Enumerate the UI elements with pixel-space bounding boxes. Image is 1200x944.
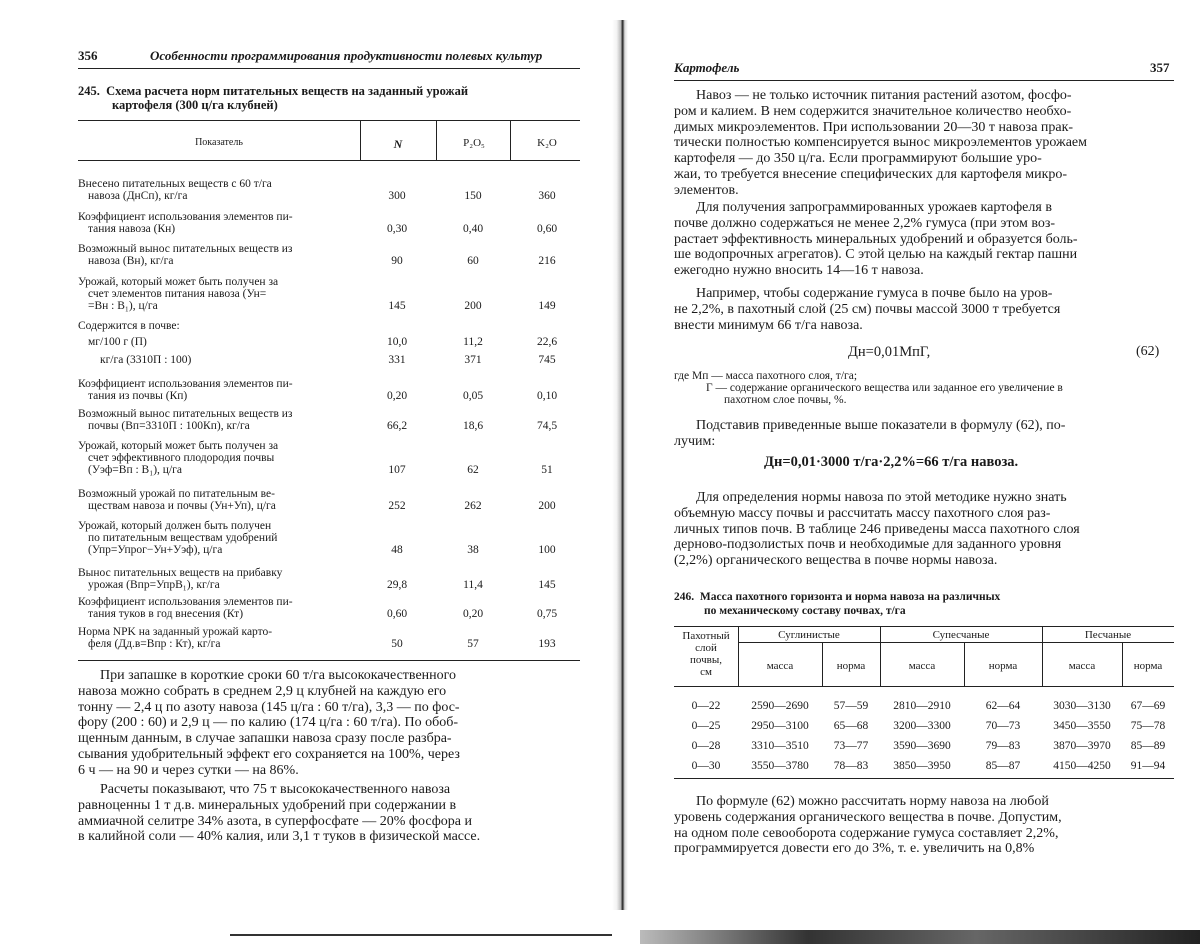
- table-245-row-label-line: счет элементов питания навоза (Ун=: [88, 288, 267, 300]
- text-line: внести минимум 66 т/га навоза.: [674, 317, 863, 333]
- table-245-cell-n: 0,20: [386, 390, 408, 402]
- right-paragraph-2: [674, 200, 1174, 279]
- text-line: личных типов почв. В таблице 246 приведены масса пахотного слоя: [674, 521, 1080, 537]
- table-245-cell-p: 150: [464, 190, 482, 202]
- text-line: программируется довести его до 3%, т. е. увеличить на 0,8%: [674, 841, 1035, 857]
- table-245-row-label-line: Возможный вынос питательных веществ из: [78, 408, 293, 420]
- table-245-row-label: [78, 626, 360, 650]
- table-245-cell-n: 331: [388, 354, 406, 366]
- table-245-row-label-line: Содержится в почве:: [78, 320, 180, 332]
- text-line: равноценны 1 т д.в. минеральных удобрений при содержании в: [78, 797, 457, 813]
- table-246-sub-norm-1: норма: [836, 660, 866, 672]
- table-245-cell-p: 0,40: [462, 223, 484, 235]
- table-246-cell: 73—77: [833, 740, 869, 752]
- table-245-row-label-line: мг/100 г (П): [88, 336, 147, 348]
- table-245-cell-n: 0,30: [386, 223, 408, 235]
- table-245-cell-p: 371: [464, 354, 482, 366]
- text-line: Для получения запрограммированных урожаев картофеля в: [696, 200, 1052, 215]
- text-line: По формуле (62) можно рассчитать норму навоза на любой: [696, 794, 1049, 809]
- table-246-sub-norm-2: норма: [988, 660, 1018, 672]
- text-line: Например, чтобы содержание гумуса в почве было на уров-: [696, 286, 1053, 301]
- text-line: растает эффективность минеральных удобрений и образуется боль-: [674, 231, 1078, 247]
- text-line: картофеля — до 350 ц/га. Если программируют большие уро-: [674, 151, 1042, 167]
- table-245-cell-k: 0,60: [536, 223, 558, 235]
- table-246-cell: 0—25: [691, 720, 721, 732]
- table-245-row-label-line: (Уэф=Вп : В₁), ц/га: [88, 464, 182, 476]
- table-245-cell-n: 0,60: [386, 608, 408, 620]
- table-245-row-label-line: Коэффициент использования элементов пи-: [78, 596, 293, 608]
- formula-where-2: Г — содержание органического вещества или заданное его увеличение в: [706, 382, 1063, 394]
- table-245-row-label-line: Возможный вынос питательных веществ из: [78, 243, 293, 255]
- text-line: димых микроэлементов. При использовании 20—30 т навоза прак-: [674, 119, 1074, 135]
- table-245-header-rule: [78, 160, 580, 161]
- table-245-row-label-line: Коэффициент использования элементов пи-: [78, 378, 293, 390]
- text-line: объемную массу почвы и рассчитать массу пахотного слоя раз-: [674, 505, 1051, 521]
- table-245-cell-p: 57: [467, 638, 479, 650]
- table-245-cell-n: 90: [391, 255, 403, 267]
- left-paragraph-1: [78, 668, 580, 779]
- table-245-cell-p: 60: [467, 255, 479, 267]
- table-245-row-label-line: Коэффициент использования элементов пи-: [78, 211, 293, 223]
- table-245-cell-k: 200: [538, 500, 556, 512]
- table-246-bottom-rule: [674, 778, 1174, 779]
- table-246-header-rule: [674, 686, 1174, 687]
- table-246-cell: 3030—3130: [1053, 700, 1111, 712]
- table-246-cell: 3590—3690: [893, 740, 951, 752]
- table-245-header-k2o: K₂O: [537, 137, 557, 149]
- table-245-row-label-line: навоза (Вн), кг/га: [88, 255, 174, 267]
- text-line: аммиачной селитре 34% азота, в суперфосфате — 20% фосфора и: [78, 813, 472, 829]
- table-245-row-label: [78, 440, 360, 476]
- table-245-row-label-line: Урожай, который может быть получен за: [78, 440, 279, 452]
- table-245-header-p2o5: P₂O₅: [463, 137, 485, 149]
- text-line: элементов.: [674, 182, 739, 198]
- table-245-row-label: [78, 378, 360, 402]
- right-page: [628, 0, 1200, 944]
- table-245-cell-p: 0,20: [462, 608, 484, 620]
- table-246-cell: 3310—3510: [751, 740, 809, 752]
- text-line: тически полностью компенсируется вынос микроэлементов урожаем: [674, 135, 1087, 151]
- table-245-cell-n: 107: [388, 464, 406, 476]
- table-246-cell: 85—89: [1130, 740, 1166, 752]
- table-245-vrule-2: [436, 120, 437, 160]
- table-245-cell-k: 360: [538, 190, 556, 202]
- text-line: ром и калием. В нем содержится значительное количество необхо-: [674, 103, 1072, 119]
- table-246-caption: 246. Масса пахотного горизонта и норма навоза на различных по механическому составу почвах, т/га: [674, 591, 1001, 617]
- table-245-cell-n: 300: [388, 190, 406, 202]
- table-245-row-label-line: урожая (Впр=УпрВ₁), кг/га: [88, 579, 220, 591]
- table-245-row-label-line: тания туков в год внесения (Кт): [88, 608, 244, 620]
- table-245-cell-n: 48: [391, 544, 403, 556]
- text-line: навоза можно собрать в среднем 2,9 ц клубней на каждую его: [78, 683, 447, 699]
- table-245-cell-k: 0,10: [536, 390, 558, 402]
- page-number-left: 356: [78, 48, 98, 63]
- table-245-row-label-line: Вынос питательных веществ на прибавку: [78, 567, 283, 579]
- header-rule-right: [674, 80, 1174, 81]
- table-246-cell: 70—73: [985, 720, 1021, 732]
- table-245-row-label: [78, 336, 360, 348]
- table-245-cell-n: 252: [388, 500, 406, 512]
- table-245-cell-k: 51: [541, 464, 553, 476]
- table-245-row-label-line: феля (Дд.в=Впр : Кт), кг/га: [88, 638, 221, 650]
- scan-edge-left: [230, 934, 612, 936]
- table-246-cell: 0—22: [691, 700, 721, 712]
- table-245-row-label: [78, 178, 360, 202]
- table-245-row-label-line: Норма NPK на заданный урожай карто-: [78, 626, 273, 638]
- table-245-cell-k: 745: [538, 354, 556, 366]
- table-245-bottom-rule: [78, 660, 580, 661]
- table-246-cell: 91—94: [1130, 760, 1166, 772]
- table-245-row-label: [78, 276, 360, 312]
- table-245-header-indicator: Показатель: [195, 137, 243, 148]
- table-245-row-label: [78, 243, 360, 267]
- text-line: ше водопрочных агрегатов). С этой целью на каждый гектар пашни: [674, 247, 1078, 263]
- text-line: лучим:: [674, 433, 716, 449]
- table-246-cell: 2590—2690: [751, 700, 809, 712]
- table-245-cell-p: 11,4: [463, 579, 483, 591]
- table-246-cell: 0—30: [691, 760, 721, 772]
- table-246-top-rule: [674, 626, 1174, 627]
- text-line: дерново-подзолистых почв и необходимые для заданного уровня: [674, 537, 1062, 553]
- book-gutter: [612, 20, 628, 910]
- formula-62-number: (62): [1136, 344, 1160, 359]
- table-245-row-label-line: ществам навоза и почвы (Ун+Уп), ц/га: [88, 500, 276, 512]
- table-245-row-label-line: (Упр=Упрог−Ун+Уэф), ц/га: [88, 544, 223, 556]
- text-line: щенным данным, в случае запашки навоза сразу после разбра-: [78, 731, 452, 747]
- formula-substituted: Дн=0,01·3000 т/га·2,2%=66 т/га навоза.: [764, 454, 1019, 470]
- table-245-row-label-line: счет эффективного плодородия почвы: [88, 452, 275, 464]
- running-head-left: Особенности программирования продуктивности полевых культур: [150, 48, 543, 63]
- table-245-row-label-line: навоза (ДнСп), кг/га: [88, 190, 188, 202]
- text-line: не 2,2%, в пахотный слой (25 см) почвы массой 3000 т требуется: [674, 301, 1061, 317]
- table-245-cell-k: 149: [538, 300, 556, 312]
- text-line: При запашке в короткие сроки 60 т/га высококачественного: [100, 668, 457, 683]
- table-245-cell-p: 0,05: [462, 390, 484, 402]
- right-paragraph-5: [674, 490, 1174, 569]
- running-head-right: Картофель: [674, 60, 740, 75]
- text-line: жаи, то требуется внесение специфических для картофеля микро-: [674, 166, 1068, 182]
- table-246-group-rule: [738, 642, 1174, 643]
- table-245-cell-n: 145: [388, 300, 406, 312]
- table-246-sub-norm-3: норма: [1133, 660, 1163, 672]
- text-line: сывания удобрительный эффект его сохраняется на 100%, через: [78, 746, 460, 762]
- table-245-cell-k: 216: [538, 255, 556, 267]
- table-245-row-label-line: тания из почвы (Кп): [88, 390, 188, 402]
- right-paragraph-4: [674, 418, 1174, 450]
- table-246-cell: 65—68: [833, 720, 869, 732]
- header-rule-left: [78, 68, 580, 69]
- table-246-cell: 3450—3550: [1053, 720, 1111, 732]
- table-246-cell: 62—64: [985, 700, 1021, 712]
- table-245-cell-n: 29,8: [386, 579, 408, 591]
- text-line: Для определения нормы навоза по этой методике нужно знать: [696, 490, 1067, 505]
- table-245-vrule-1: [360, 120, 361, 160]
- table-246-cell: 3870—3970: [1053, 740, 1111, 752]
- table-245-row-label-line: кг/га (3310П : 100): [100, 354, 192, 366]
- table-245-cell-p: 18,6: [462, 420, 484, 432]
- formula-where-1: где Мп — масса пахотного слоя, т/га;: [674, 370, 858, 382]
- table-245-row-label: [78, 520, 360, 556]
- table-245-row-label-line: Внесено питательных веществ с 60 т/га: [78, 178, 272, 190]
- table-246-cell: 57—59: [833, 700, 869, 712]
- table-246-cell: 75—78: [1130, 720, 1166, 732]
- table-245-cell-n: 66,2: [386, 420, 408, 432]
- text-line: тонну — 2,4 ц по азоту навоза (145 ц/га : 60 т/га), 3,3 — по фос-: [78, 699, 460, 715]
- table-246-cell: 3550—3780: [751, 760, 809, 772]
- table-246-group-sandy-loam: Супесчаные: [932, 629, 990, 641]
- text-line: Подставив приведенные выше показатели в формулу (62), по-: [696, 418, 1066, 433]
- table-245-row-label-line: Урожай, который должен быть получен: [78, 520, 272, 532]
- table-246-group-loam: Суглинистые: [778, 629, 840, 641]
- text-line: фору (200 : 60) и 2,9 ц — по калию (174 ц/га : 60 т/га). По обоб-: [78, 715, 458, 731]
- table-246-cell: 78—83: [833, 760, 869, 772]
- table-245-top-rule: [78, 120, 580, 121]
- table-245-row-label: [78, 354, 360, 366]
- table-245-row-label: [78, 408, 360, 432]
- table-245-cell-n: 50: [391, 638, 403, 650]
- text-line: 6 ч — на 90 и через сутки — на 86%.: [78, 762, 299, 778]
- table-246-group-sand: Песчаные: [1084, 629, 1132, 641]
- table-245-cell-k: 74,5: [536, 420, 558, 432]
- table-245-row-label-line: Урожай, который может быть получен за: [78, 276, 279, 288]
- table-245-row-label-line: Возможный урожай по питательным ве-: [78, 488, 275, 500]
- table-245-row-label-line: почвы (Вп=3310П : 100Кп), кг/га: [88, 420, 250, 432]
- table-246-cell: 79—83: [985, 740, 1021, 752]
- right-paragraph-6: [674, 794, 1174, 857]
- text-line: (2,2%) органического вещества в почве нормы навоза.: [674, 553, 998, 569]
- text-line: в калийной соли — 40% калия, или 3,1 т туков в физической массе.: [78, 829, 481, 845]
- table-245-cell-n: 10,0: [386, 336, 408, 348]
- table-245-row-label-line: тания навоза (Кн): [88, 223, 176, 235]
- table-245-vrule-3: [510, 120, 511, 160]
- table-245-row-label: [78, 488, 360, 512]
- table-245-cell-p: 200: [464, 300, 482, 312]
- table-245-cell-k: 0,75: [536, 608, 558, 620]
- page-number-right: 357: [1150, 60, 1170, 75]
- table-246-cell: 2950—3100: [751, 720, 809, 732]
- table-245-cell-p: 11,2: [463, 336, 483, 348]
- text-line: Навоз — не только источник питания растений азотом, фосфо-: [696, 88, 1072, 103]
- formula-62: Дн=0,01МпГ,: [848, 344, 931, 360]
- text-line: ежегодно нужно вносить 14—16 т навоза.: [674, 263, 924, 279]
- table-245-caption: 245. Схема расчета норм питательных веществ на заданный урожай картофеля (300 ц/га клубней): [78, 84, 469, 112]
- right-paragraph-3: [674, 286, 1174, 333]
- table-246-cell: 3200—3300: [893, 720, 951, 732]
- scan-edge-right: [640, 930, 1200, 944]
- text-line: почве должно содержаться не менее 2,2% гумуса (при этом воз-: [674, 215, 1056, 231]
- table-245-cell-k: 145: [538, 579, 556, 591]
- table-245-row-label: [78, 567, 360, 591]
- table-245-cell-p: 62: [467, 464, 479, 476]
- table-245-row-label: [78, 596, 360, 620]
- table-245-row-label-line: =Вн : В₁), ц/га: [88, 300, 158, 312]
- table-246-sub-mass-3: масса: [1068, 660, 1096, 672]
- table-246-sub-mass-2: масса: [908, 660, 936, 672]
- table-246-cell: 4150—4250: [1053, 760, 1111, 772]
- right-paragraph-1: [674, 88, 1174, 199]
- table-245-row-label-line: по питательным веществам удобрений: [88, 532, 278, 544]
- table-246-layer-header: Пахотный слой почвы, см: [682, 630, 730, 678]
- table-245-header-n: N: [393, 137, 403, 151]
- table-245-cell-p: 38: [467, 544, 479, 556]
- table-246-cell: 2810—2910: [893, 700, 951, 712]
- formula-where-3: пахотном слое почвы, %.: [724, 394, 847, 406]
- table-245-cell-p: 262: [464, 500, 482, 512]
- table-245-cell-k: 193: [538, 638, 556, 650]
- table-245-cell-k: 22,6: [536, 336, 558, 348]
- table-246-cell: 85—87: [985, 760, 1021, 772]
- table-245-row-label: [78, 211, 360, 235]
- table-245-cell-k: 100: [538, 544, 556, 556]
- text-line: на одном поле севооборота содержание гумуса составляет 2,2%,: [674, 825, 1059, 841]
- table-246-sub-mass-1: масса: [766, 660, 794, 672]
- table-245-row-label: [78, 320, 360, 332]
- left-paragraph-2: [78, 782, 580, 845]
- text-line: Расчеты показывают, что 75 т высококачественного навоза: [100, 782, 451, 797]
- table-246-cell: 3850—3950: [893, 760, 951, 772]
- table-246-cell: 0—28: [691, 740, 721, 752]
- text-line: уровень содержания органического вещества в почве. Допустим,: [674, 809, 1062, 825]
- table-246-cell: 67—69: [1130, 700, 1166, 712]
